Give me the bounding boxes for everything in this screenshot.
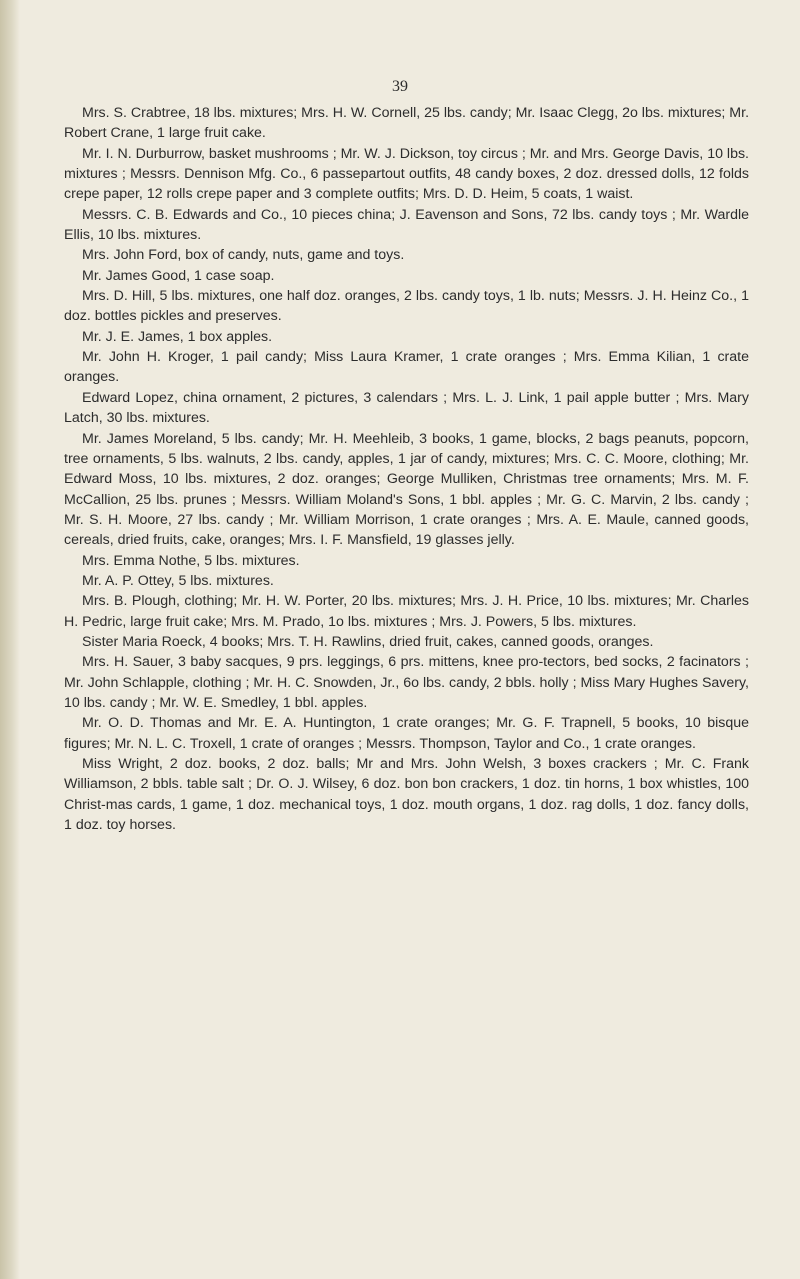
- paragraph-m-names: Mr. James Moreland, 5 lbs. candy; Mr. H. Meehleib, 3 books, 1 game, blocks, 2 bags peanuts, popcorn, tree ornaments, 5 lbs. walnuts, 2 lbs. candy, apples, 1 jar of candy, mixtures; Mrs. C. C. Moore, clothing; Mr. Edward Moss, 10 lbs. mixtures, 2 doz. oranges; George Mulliken, Christmas tree ornaments; Mrs. M. F. McCallion, 25 lbs. prunes ; Messrs. William Moland's Sons, 1 bbl. apples ; Mr. G. C. Marvin, 2 lbs. candy ; Mr. S. H. Moore, 27 lbs. candy ; Mr. William Morrison, 1 crate oranges ; Mrs. A. E. Maule, canned goods, cereals, dried fruits, cake, oranges; Mrs. I. F. Mansfield, 19 glasses jelly.: [64, 430, 749, 549]
- paragraph-l-names: Edward Lopez, china ornament, 2 pictures, 3 calendars ; Mrs. L. J. Link, 1 pail apple butter ; Mrs. Mary Latch, 30 lbs. mixtures.: [64, 389, 749, 427]
- page-number: 39: [392, 78, 408, 95]
- donation-list: [64, 103, 749, 835]
- paragraph-k-names: Mr. John H. Kroger, 1 pail candy; Miss Laura Kramer, 1 crate oranges ; Mrs. Emma Kilian, 1 crate oranges.: [64, 349, 749, 386]
- paragraph-h-names: Mrs. D. Hill, 5 lbs. mixtures, one half doz. oranges, 2 lbs. candy toys, 1 lb. nuts; Messrs. J. H. Heinz Co., 1 doz. bottles pickles and preserves.: [64, 288, 749, 325]
- paragraph-g-names: Mr. James Good, 1 case soap.: [82, 267, 275, 284]
- paragraph-f-names: Mrs. John Ford, box of candy, nuts, game and toys.: [82, 247, 405, 264]
- paragraph-c-names: Mrs. S. Crabtree, 18 lbs. mixtures; Mrs. H. W. Cornell, 25 lbs. candy; Mr. Isaac Clegg, 2o lbs. mixtures; Mr. Robert Crane, 1 large fruit cake.: [64, 105, 750, 142]
- paragraph-r-names: Sister Maria Roeck, 4 books; Mrs. T. H. Rawlins, dried fruit, cakes, canned goods, oranges.: [82, 633, 654, 650]
- paragraph-w-names: Miss Wright, 2 doz. books, 2 doz. balls; Mr and Mrs. John Welsh, 3 boxes crackers ; Mr. C. Frank Williamson, 2 bbls. table salt ; Dr. O. J. Wilsey, 6 doz. bon bon crackers, 1 doz. tin horns, 1 box whistles, 100 Christ-mas cards, 1 game, 1 doz. mechanical toys, 1 doz. mouth organs, 1 doz. rag dolls, 1 doz. fancy dolls, 1 doz. toy horses.: [64, 756, 749, 834]
- paragraph-n-names: Mrs. Emma Nothe, 5 lbs. mixtures.: [82, 552, 300, 569]
- paragraph-o-names: Mr. A. P. Ottey, 5 lbs. mixtures.: [82, 572, 274, 589]
- paragraph-p-names: Mrs. B. Plough, clothing; Mr. H. W. Porter, 20 lbs. mixtures; Mrs. J. H. Price, 10 lbs. mixtures; Mr. Charles H. Pedric, large fruit cake; Mrs. M. Prado, 1o lbs. mixtures ; Mrs. J. Powers, 5 lbs. mixtures.: [64, 593, 749, 630]
- paragraph-e-names: Messrs. C. B. Edwards and Co., 10 pieces china; J. Eavenson and Sons, 72 lbs. candy toys ; Mr. Wardle Ellis, 10 lbs. mixtures.: [64, 206, 749, 244]
- paragraph-s-names: Mrs. H. Sauer, 3 baby sacques, 9 prs. leggings, 6 prs. mittens, knee pro-tectors, bed socks, 2 facinators ; Mr. John Schlapple, clothing ; Mr. H. C. Snowden, Jr., 6o lbs. candy, 2 bbls. holly ; Miss Mary Hughes Savery, 10 lbs. candy ; Mr. W. E. Smedley, 1 bbl. apples.: [64, 654, 749, 711]
- paragraph-t-names: Mr. O. D. Thomas and Mr. E. A. Huntington, 1 crate oranges; Mr. G. F. Trapnell, 5 books, 10 bisque figures; Mr. N. L. C. Troxell, 1 crate of oranges ; Messrs. Thompson, Taylor and Co., 1 crate oranges.: [64, 715, 749, 752]
- paragraph-d-names: Mr. I. N. Durburrow, basket mushrooms ; Mr. W. J. Dickson, toy circus ; Mr. and Mrs. George Davis, 10 lbs. mixtures ; Messrs. Dennison Mfg. Co., 6 passepartout outfits, 48 candy boxes, 2 doz. dressed dolls, 12 folds crepe paper, 12 rolls crepe paper and 3 complete outfits; Mrs. D. D. Heim, 5 coats, 1 waist.: [64, 145, 749, 203]
- paragraph-j-names: Mr. J. E. James, 1 box apples.: [82, 328, 273, 345]
